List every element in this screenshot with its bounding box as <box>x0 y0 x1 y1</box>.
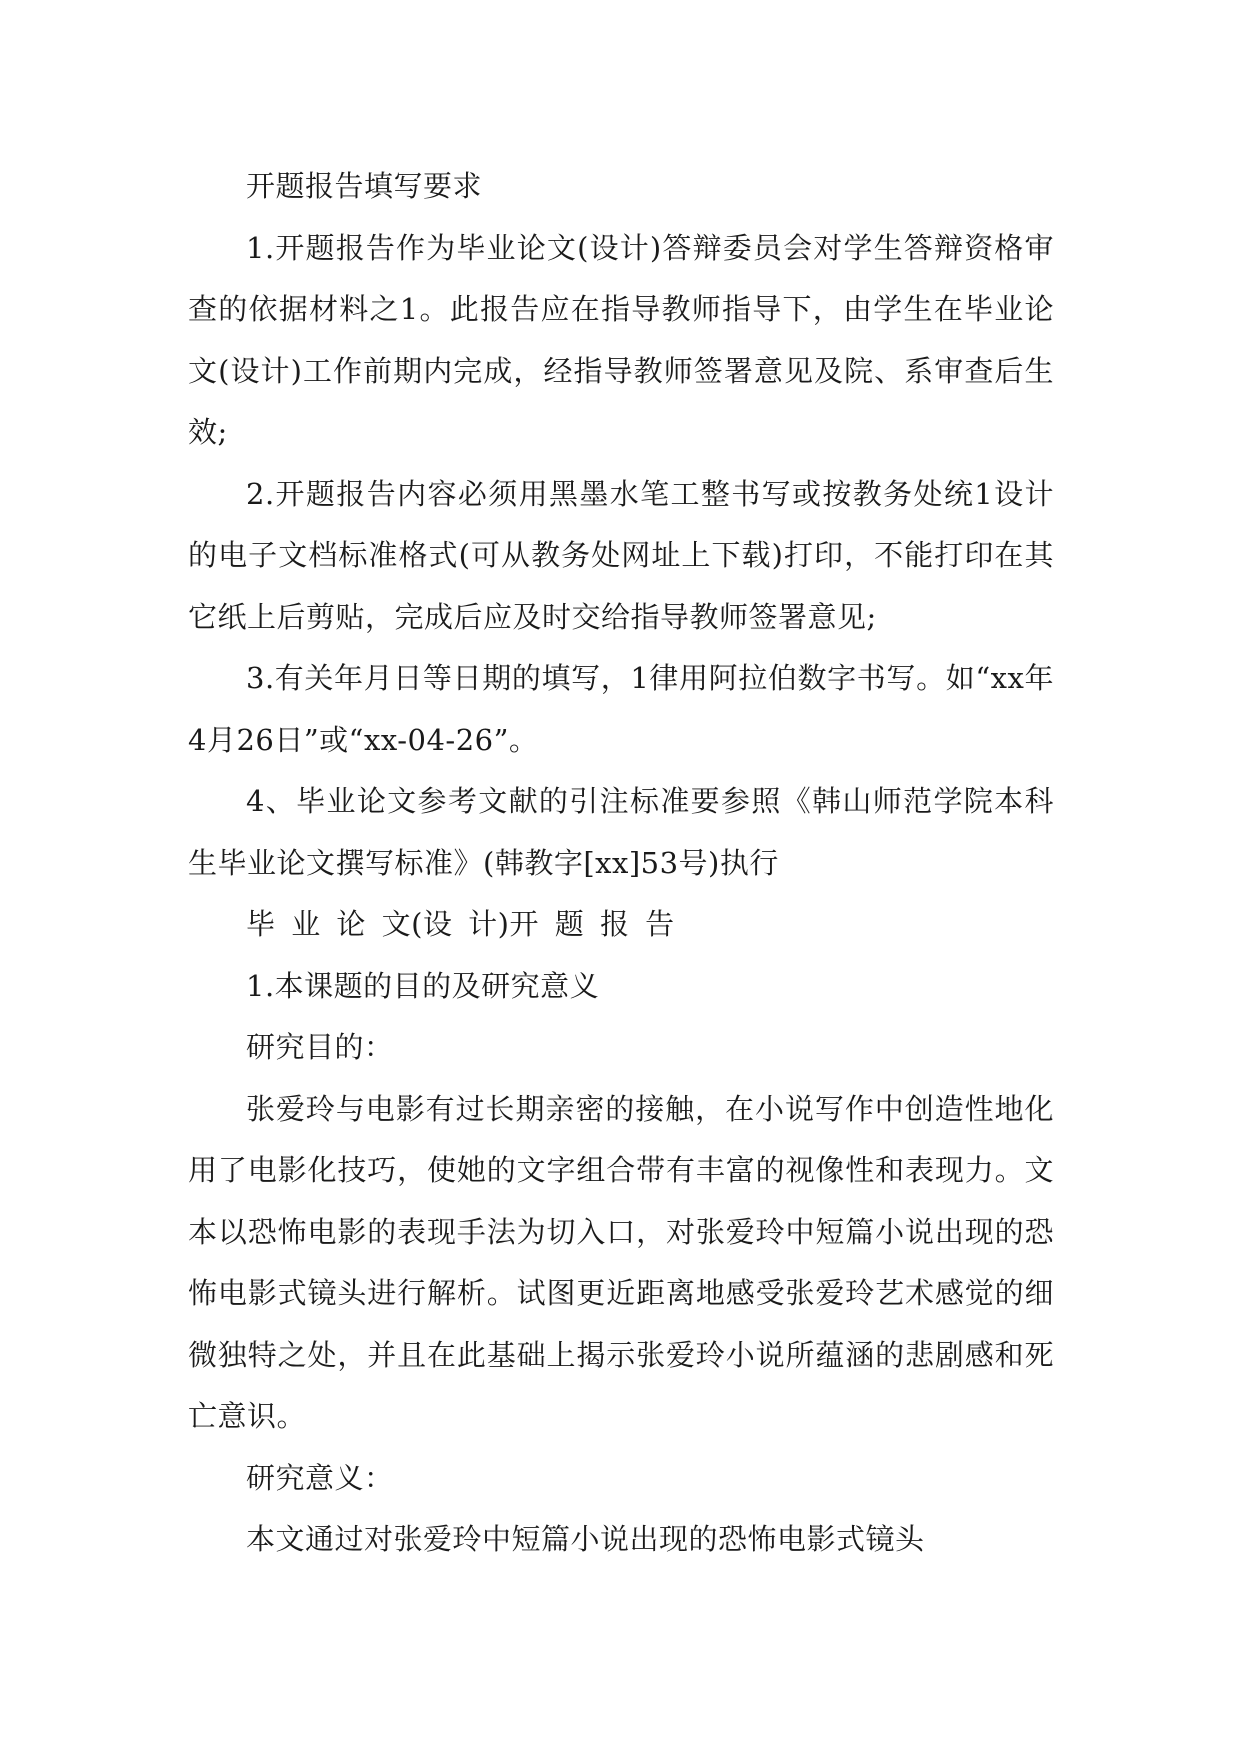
research-significance-text: 本文通过对张爱玲中短篇小说出现的恐怖电影式镜头 <box>246 1522 925 1556</box>
requirements-heading: 开题报告填写要求 <box>246 169 483 203</box>
requirement-item-4: 4、毕业论文参考文献的引注标准要参照《韩山师范学院本科生毕业论文撰写标准》(韩教字[xx]53号)执行 <box>188 784 1054 880</box>
subheading-research-purpose: 研究目的： <box>246 1030 394 1064</box>
report-title: 毕 业 论 文(设 计)开 题 报 告 <box>246 907 675 941</box>
section-heading-purpose: 1.本课题的目的及研究意义 <box>246 968 600 1003</box>
subheading-research-significance: 研究意义： <box>246 1460 394 1495</box>
requirement-item-2: 2.开题报告内容必须用黑墨水笔工整书写或按教务处统1设计的电子文档标准格式(可从教务处网址上下载)打印，不能打印在其它纸上后剪贴，完成后应及时交给指导教师签署意见; <box>188 476 1054 634</box>
requirement-item-1: 1.开题报告作为毕业论文(设计)答辩委员会对学生答辩资格审查的依据材料之1。此报告应在指导教师指导下，由学生在毕业论文(设计)工作前期内完成，经指导教师签署意见及院、系审查后生效; <box>188 230 1054 449</box>
document-body <box>188 156 1054 1571</box>
research-purpose-text: 张爱玲与电影有过长期亲密的接触，在小说写作中创造性地化用了电影化技巧，使她的文字组合带有丰富的视像性和表现力。文本以恐怖电影的表现手法为切入口，对张爱玲中短篇小说出现的恐怖电影式镜头进行解析。试图更近距离地感受张爱玲艺术感觉的细微独特之处，并且在此基础上揭示张爱玲小说所蕴涵的悲剧感和死亡意识。 <box>188 1091 1054 1433</box>
requirement-item-3: 3.有关年月日等日期的填写，1律用阿拉伯数字书写。如“xx年4月26日”或“xx-04-26”。 <box>188 661 1054 757</box>
